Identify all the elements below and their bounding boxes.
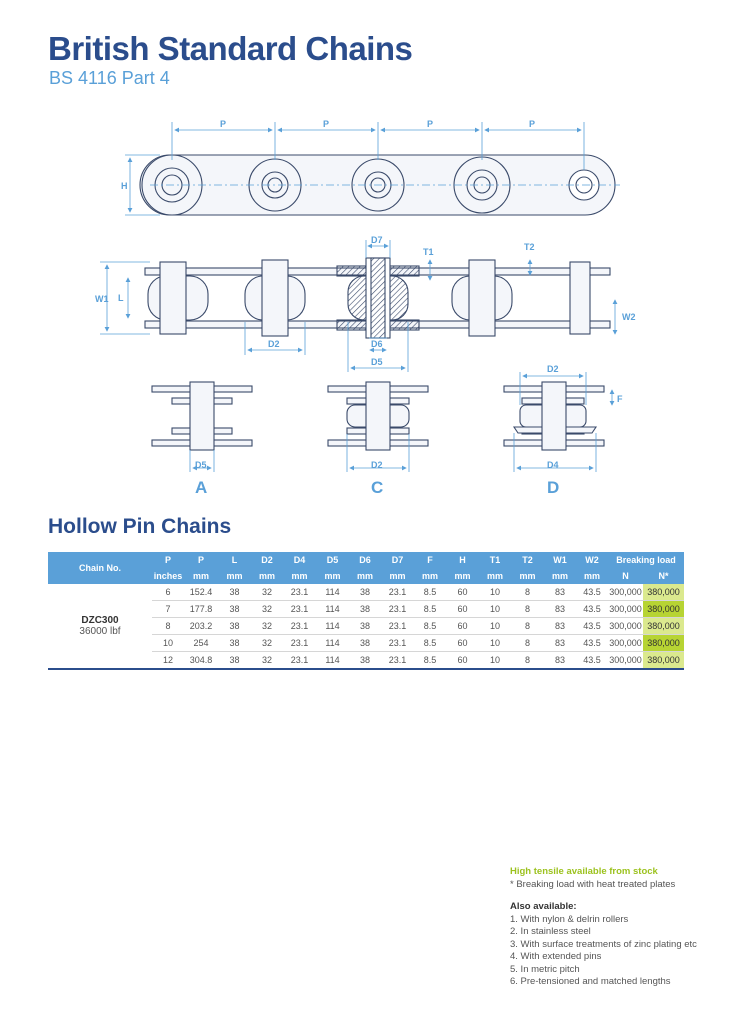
- header-w2: W2: [576, 552, 608, 568]
- unit-mm: mm: [479, 568, 511, 584]
- cell: 43.5: [576, 584, 608, 601]
- dim-p-1: P: [220, 119, 227, 129]
- unit-mm: mm: [544, 568, 576, 584]
- cell: 23.1: [381, 601, 414, 618]
- cell-highlight: 380,000: [643, 601, 684, 618]
- list-item: 2. In stainless steel: [510, 926, 591, 937]
- cell: 43.5: [576, 635, 608, 652]
- cell: 114: [316, 618, 349, 635]
- dim-p-2: P: [323, 119, 330, 129]
- cell: 23.1: [283, 635, 316, 652]
- cell: 6: [152, 584, 184, 601]
- cell: 60: [446, 635, 479, 652]
- cell: 38: [218, 618, 251, 635]
- cell: 8: [152, 618, 184, 635]
- list-item: 3. With surface treatments of zinc plating etc: [510, 938, 697, 950]
- unit-n: N: [608, 568, 643, 584]
- cell: 10: [152, 635, 184, 652]
- spec-table: [48, 552, 684, 670]
- cell: 32: [251, 584, 283, 601]
- header-d4: D4: [283, 552, 316, 568]
- header-f: F: [414, 552, 446, 568]
- header-d5: D5: [316, 552, 349, 568]
- chain-technical-drawing: [0, 100, 754, 500]
- section-title: Hollow Pin Chains: [48, 515, 232, 538]
- cell: 32: [251, 601, 283, 618]
- cell: 23.1: [283, 601, 316, 618]
- header-w1: W1: [544, 552, 576, 568]
- cell: 32: [251, 652, 283, 670]
- cell: 8.5: [414, 601, 446, 618]
- cell: 10: [479, 635, 511, 652]
- dim-p-3: P: [427, 119, 434, 129]
- cell: 83: [544, 601, 576, 618]
- cell: 304.8: [184, 652, 218, 670]
- cell: 300,000: [608, 635, 643, 652]
- unit-inches: inches: [152, 568, 184, 584]
- list-item: 1. With nylon & delrin rollers: [510, 913, 629, 925]
- header-t2: T2: [511, 552, 544, 568]
- cell: 300,000: [608, 584, 643, 601]
- unit-mm: mm: [316, 568, 349, 584]
- page-subtitle: BS 4116 Part 4: [49, 68, 170, 88]
- dim-d5-side: D5: [371, 357, 383, 367]
- cell: 8: [511, 652, 544, 670]
- cell: 203.2: [184, 618, 218, 635]
- cell: 10: [479, 584, 511, 601]
- cell: 60: [446, 652, 479, 670]
- cell: 254: [184, 635, 218, 652]
- cell: 8.5: [414, 635, 446, 652]
- cell: 60: [446, 584, 479, 601]
- table-header-row-1: [48, 552, 684, 568]
- cell: 8: [511, 584, 544, 601]
- cell: 10: [479, 618, 511, 635]
- cell-highlight: 380,000: [643, 584, 684, 601]
- cell: 114: [316, 635, 349, 652]
- header-d7: D7: [381, 552, 414, 568]
- table-row: [48, 584, 684, 601]
- cell: 83: [544, 584, 576, 601]
- cell: 8: [511, 601, 544, 618]
- cell: 8.5: [414, 584, 446, 601]
- header-l: L: [218, 552, 251, 568]
- unit-mm: mm: [381, 568, 414, 584]
- cell: 38: [349, 584, 381, 601]
- cell: 114: [316, 601, 349, 618]
- dim-t1: T1: [423, 247, 434, 257]
- cell: 32: [251, 618, 283, 635]
- dim-f: F: [617, 394, 623, 404]
- dim-d2-side: D2: [268, 339, 280, 349]
- unit-mm: mm: [218, 568, 251, 584]
- asterisk-note: * Breaking load with heat treated plates: [510, 878, 676, 890]
- high-tensile-note: High tensile available from stock: [510, 866, 658, 877]
- cell: 177.8: [184, 601, 218, 618]
- cell: 8.5: [414, 652, 446, 670]
- cell: 43.5: [576, 652, 608, 670]
- header-chain-no: Chain No.: [48, 552, 152, 584]
- cell: 38: [218, 584, 251, 601]
- cell: 43.5: [576, 618, 608, 635]
- cell: 23.1: [381, 635, 414, 652]
- dim-d4: D4: [547, 460, 559, 470]
- cell: 10: [479, 601, 511, 618]
- cell: 38: [349, 652, 381, 670]
- cell: 38: [349, 601, 381, 618]
- dim-l: L: [118, 293, 124, 303]
- dim-h: H: [121, 181, 128, 191]
- dim-d6: D6: [371, 339, 383, 349]
- cell: 114: [316, 584, 349, 601]
- unit-mm: mm: [349, 568, 381, 584]
- cell: 60: [446, 618, 479, 635]
- page-title: British Standard Chains: [48, 30, 413, 67]
- cell: 38: [218, 601, 251, 618]
- header-p-mm: P: [184, 552, 218, 568]
- unit-n-star: N*: [643, 568, 684, 584]
- cell-highlight: 380,000: [643, 635, 684, 652]
- dim-d2-view-c: D2: [371, 460, 383, 470]
- also-available-list: [510, 914, 697, 989]
- unit-mm: mm: [283, 568, 316, 584]
- view-label-a: A: [195, 478, 208, 497]
- cell-highlight: 380,000: [643, 618, 684, 635]
- chain-name: DZC300: [81, 615, 119, 626]
- header-d2: D2: [251, 552, 283, 568]
- cell: 8: [511, 618, 544, 635]
- dim-t2: T2: [524, 242, 535, 252]
- header-p-inches: P: [152, 552, 184, 568]
- unit-mm: mm: [251, 568, 283, 584]
- header-h: H: [446, 552, 479, 568]
- unit-mm: mm: [184, 568, 218, 584]
- dim-d2-view-d: D2: [547, 364, 559, 374]
- chain-name-cell: [48, 584, 152, 669]
- list-item: 4. With extended pins: [510, 951, 602, 962]
- unit-mm: mm: [576, 568, 608, 584]
- cell: 23.1: [283, 618, 316, 635]
- cell: 60: [446, 601, 479, 618]
- chain-lbf: 36000 lbf: [79, 626, 121, 637]
- unit-mm: mm: [446, 568, 479, 584]
- cell: 114: [316, 652, 349, 670]
- list-item: 5. In metric pitch: [510, 963, 580, 975]
- also-available-title: Also available:: [510, 901, 577, 912]
- unit-mm: mm: [414, 568, 446, 584]
- header-breaking-load: Breaking load: [608, 552, 684, 568]
- cell: 23.1: [283, 584, 316, 601]
- dim-d7: D7: [371, 235, 383, 245]
- cell: 12: [152, 652, 184, 670]
- cell: 43.5: [576, 601, 608, 618]
- dim-w1: W1: [95, 294, 109, 304]
- cell: 8: [511, 635, 544, 652]
- cell: 23.1: [283, 652, 316, 670]
- cell: 23.1: [381, 618, 414, 635]
- list-item: 6. Pre-tensioned and matched lengths: [510, 976, 671, 987]
- dim-w2: W2: [622, 312, 636, 322]
- cell: 23.1: [381, 652, 414, 670]
- view-label-d: D: [547, 478, 560, 497]
- cell: 38: [349, 635, 381, 652]
- notes-panel: [510, 866, 697, 989]
- cell: 38: [218, 635, 251, 652]
- cell: 38: [349, 618, 381, 635]
- cell: 23.1: [381, 584, 414, 601]
- cell: 300,000: [608, 652, 643, 670]
- header-t1: T1: [479, 552, 511, 568]
- unit-mm: mm: [511, 568, 544, 584]
- cell: 32: [251, 635, 283, 652]
- cell: 300,000: [608, 601, 643, 618]
- cell: 300,000: [608, 618, 643, 635]
- cell-highlight: 380,000: [643, 652, 684, 670]
- cell: 7: [152, 601, 184, 618]
- cell: 10: [479, 652, 511, 670]
- view-label-c: C: [371, 478, 384, 497]
- cell: 8.5: [414, 618, 446, 635]
- cell: 152.4: [184, 584, 218, 601]
- dim-d5-view-a: D5: [195, 460, 207, 470]
- dim-p-4: P: [529, 119, 536, 129]
- cell: 83: [544, 635, 576, 652]
- cell: 83: [544, 652, 576, 670]
- header-d6: D6: [349, 552, 381, 568]
- cell: 83: [544, 618, 576, 635]
- cell: 38: [218, 652, 251, 670]
